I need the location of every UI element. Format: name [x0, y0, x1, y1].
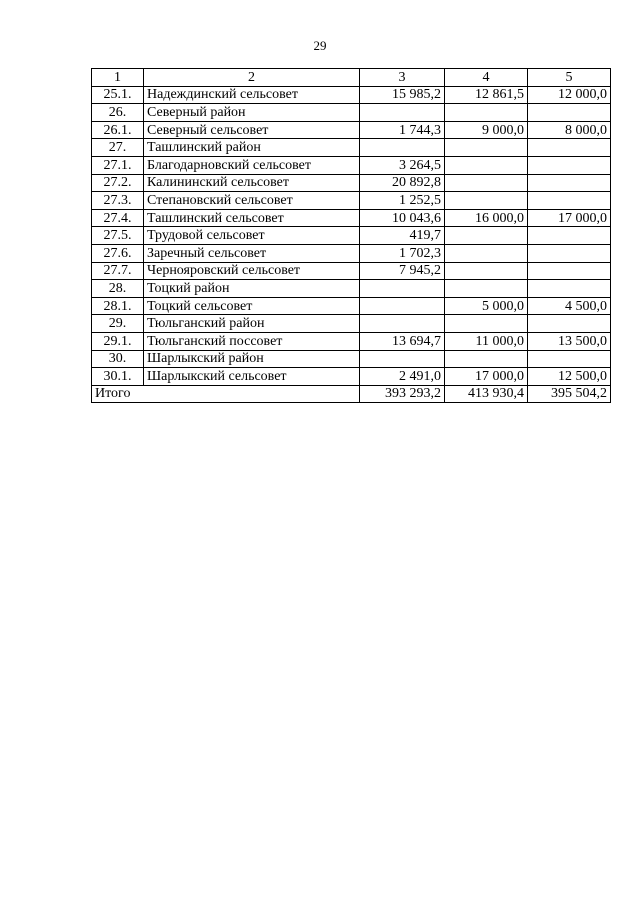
- row-name-cell: Тюльганский район: [144, 315, 360, 333]
- row-value-col3-cell: 1 702,3: [360, 244, 445, 262]
- table-row: [92, 227, 611, 245]
- row-value-col3-cell: 419,7: [360, 227, 445, 245]
- row-value-col4-cell: 16 000,0: [445, 209, 528, 227]
- row-name-cell: Шарлыкский район: [144, 350, 360, 368]
- row-number-cell: 27.6.: [92, 244, 144, 262]
- row-name-cell: Тюльганский поссовет: [144, 332, 360, 350]
- row-number-cell: 27.4.: [92, 209, 144, 227]
- row-name-cell: Ташлинский сельсовет: [144, 209, 360, 227]
- row-value-col4-cell: 11 000,0: [445, 332, 528, 350]
- table-row: [92, 315, 611, 333]
- row-value-col3-cell: 20 892,8: [360, 174, 445, 192]
- row-number-cell: 27.2.: [92, 174, 144, 192]
- header-cell-col5: 5: [528, 69, 611, 87]
- row-name-cell: Заречный сельсовет: [144, 244, 360, 262]
- row-name-cell: Тоцкий сельсовет: [144, 297, 360, 315]
- row-value-col5-cell: [528, 174, 611, 192]
- row-value-col5-cell: [528, 139, 611, 157]
- table-row: [92, 297, 611, 315]
- row-name-cell: Северный район: [144, 104, 360, 122]
- row-number-cell: 25.1.: [92, 86, 144, 104]
- row-name-cell: Северный сельсовет: [144, 121, 360, 139]
- row-value-col4-cell: [445, 227, 528, 245]
- row-value-col4-cell: [445, 350, 528, 368]
- row-number-cell: 29.1.: [92, 332, 144, 350]
- row-name-cell: Благодарновский сельсовет: [144, 156, 360, 174]
- row-value-col5-cell: 12 500,0: [528, 368, 611, 386]
- header-cell-col4: 4: [445, 69, 528, 87]
- row-number-cell: 28.1.: [92, 297, 144, 315]
- row-value-col3-cell: 10 043,6: [360, 209, 445, 227]
- table-row: [92, 121, 611, 139]
- row-name-cell: Степановский сельсовет: [144, 192, 360, 210]
- row-value-col3-cell: 1 744,3: [360, 121, 445, 139]
- total-label-cell: Итого: [92, 385, 360, 403]
- row-value-col5-cell: [528, 192, 611, 210]
- row-value-col5-cell: 12 000,0: [528, 86, 611, 104]
- row-value-col4-cell: [445, 315, 528, 333]
- row-value-col5-cell: [528, 280, 611, 298]
- budget-table: [91, 68, 611, 403]
- row-value-col3-cell: [360, 315, 445, 333]
- row-number-cell: 30.: [92, 350, 144, 368]
- total-value-col4-cell: 413 930,4: [445, 385, 528, 403]
- row-name-cell: Трудовой сельсовет: [144, 227, 360, 245]
- row-value-col3-cell: [360, 280, 445, 298]
- page-number: 29: [313, 38, 327, 53]
- row-name-cell: Чернояровский сельсовет: [144, 262, 360, 280]
- row-value-col5-cell: [528, 315, 611, 333]
- table-row: [92, 262, 611, 280]
- row-value-col4-cell: 17 000,0: [445, 368, 528, 386]
- row-name-cell: Ташлинский район: [144, 139, 360, 157]
- header-cell-col2: 2: [144, 69, 360, 87]
- row-value-col5-cell: [528, 227, 611, 245]
- table-body: [92, 69, 611, 403]
- total-value-col5-cell: 395 504,2: [528, 385, 611, 403]
- table-row: [92, 332, 611, 350]
- row-number-cell: 27.7.: [92, 262, 144, 280]
- row-value-col3-cell: [360, 350, 445, 368]
- table-row: [92, 368, 611, 386]
- row-value-col4-cell: [445, 244, 528, 262]
- row-value-col3-cell: 2 491,0: [360, 368, 445, 386]
- row-number-cell: 28.: [92, 280, 144, 298]
- row-value-col4-cell: [445, 280, 528, 298]
- table-row: [92, 350, 611, 368]
- row-value-col4-cell: [445, 262, 528, 280]
- table-row: [92, 139, 611, 157]
- row-number-cell: 27.5.: [92, 227, 144, 245]
- table-row: [92, 86, 611, 104]
- row-name-cell: Калининский сельсовет: [144, 174, 360, 192]
- table-row: [92, 104, 611, 122]
- table-row: [92, 174, 611, 192]
- row-number-cell: 27.1.: [92, 156, 144, 174]
- row-number-cell: 26.: [92, 104, 144, 122]
- row-name-cell: Шарлыкский сельсовет: [144, 368, 360, 386]
- row-value-col4-cell: 5 000,0: [445, 297, 528, 315]
- row-value-col3-cell: 15 985,2: [360, 86, 445, 104]
- row-value-col5-cell: [528, 104, 611, 122]
- row-value-col3-cell: [360, 104, 445, 122]
- row-value-col3-cell: [360, 297, 445, 315]
- row-name-cell: Надеждинский сельсовет: [144, 86, 360, 104]
- table-row: [92, 280, 611, 298]
- table-header-row: [92, 69, 611, 87]
- row-value-col3-cell: [360, 139, 445, 157]
- row-value-col3-cell: 1 252,5: [360, 192, 445, 210]
- row-value-col3-cell: 7 945,2: [360, 262, 445, 280]
- table-row: [92, 156, 611, 174]
- row-value-col4-cell: 12 861,5: [445, 86, 528, 104]
- row-number-cell: 29.: [92, 315, 144, 333]
- row-value-col5-cell: 13 500,0: [528, 332, 611, 350]
- row-value-col4-cell: [445, 104, 528, 122]
- total-value-col3-cell: 393 293,2: [360, 385, 445, 403]
- row-value-col4-cell: [445, 174, 528, 192]
- row-value-col3-cell: 13 694,7: [360, 332, 445, 350]
- table-row: [92, 192, 611, 210]
- row-value-col5-cell: 17 000,0: [528, 209, 611, 227]
- table-row: [92, 209, 611, 227]
- row-value-col3-cell: 3 264,5: [360, 156, 445, 174]
- row-value-col5-cell: 8 000,0: [528, 121, 611, 139]
- row-number-cell: 30.1.: [92, 368, 144, 386]
- row-value-col4-cell: [445, 139, 528, 157]
- header-cell-col3: 3: [360, 69, 445, 87]
- row-value-col5-cell: 4 500,0: [528, 297, 611, 315]
- row-value-col5-cell: [528, 262, 611, 280]
- row-value-col4-cell: 9 000,0: [445, 121, 528, 139]
- row-value-col5-cell: [528, 244, 611, 262]
- row-value-col4-cell: [445, 192, 528, 210]
- row-value-col4-cell: [445, 156, 528, 174]
- row-number-cell: 26.1.: [92, 121, 144, 139]
- row-number-cell: 27.: [92, 139, 144, 157]
- total-row: [92, 385, 611, 403]
- table-row: [92, 244, 611, 262]
- row-number-cell: 27.3.: [92, 192, 144, 210]
- row-name-cell: Тоцкий район: [144, 280, 360, 298]
- header-cell-col1: 1: [92, 69, 144, 87]
- row-value-col5-cell: [528, 350, 611, 368]
- row-value-col5-cell: [528, 156, 611, 174]
